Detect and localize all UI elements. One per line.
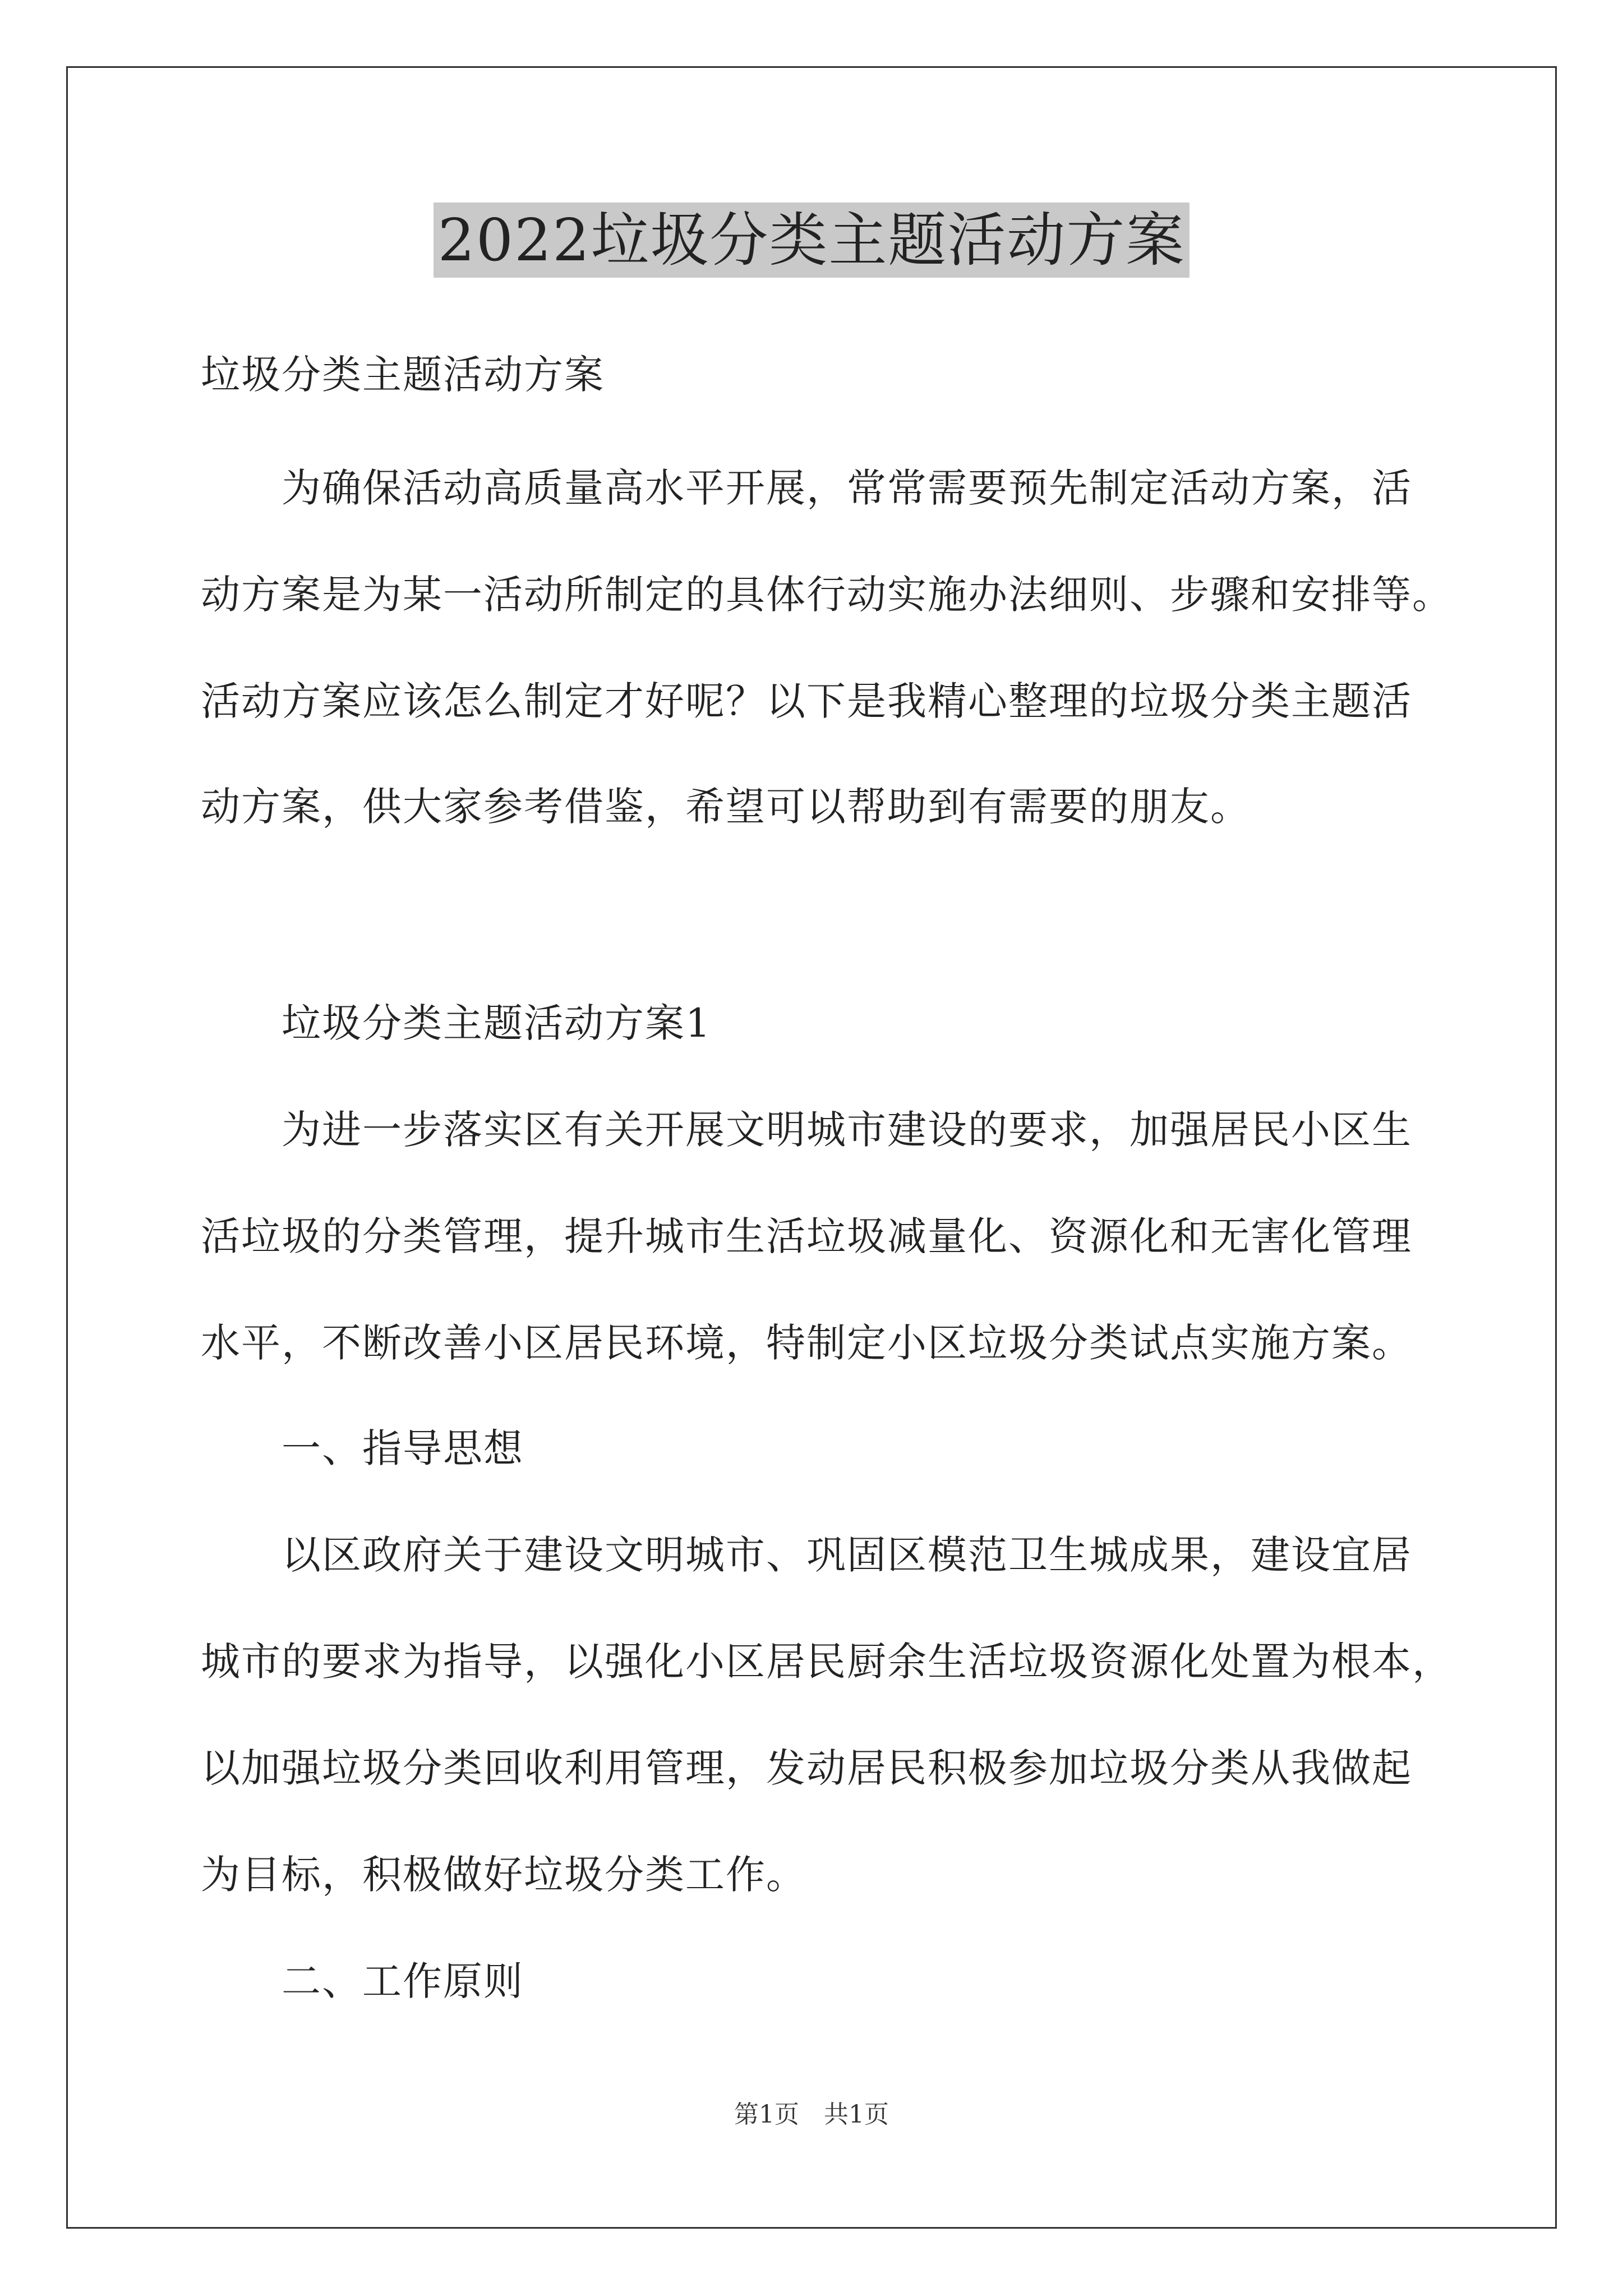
paragraph-line: 水平，不断改善小区居民环境，特制定小区垃圾分类试点实施方案。 — [201, 1320, 1412, 1366]
paragraph-line: 为进一步落实区有关开展文明城市建设的要求，加强居民小区生 — [282, 1107, 1412, 1153]
intro-heading: 垃圾分类主题活动方案 — [201, 352, 605, 398]
paragraph-line: 以区政府关于建设文明城市、巩固区模范卫生城成果，建设宜居 — [282, 1532, 1412, 1578]
paragraph-line: 为确保活动高质量高水平开展，常常需要预先制定活动方案，活 — [282, 465, 1412, 511]
paragraph-line: 动方案是为某一活动所制定的具体行动实施办法细则、步骤和安排等。 — [201, 572, 1453, 618]
document-title — [0, 201, 1623, 279]
subsection-heading: 二、工作原则 — [282, 1958, 524, 2004]
paragraph-line: 活垃圾的分类管理，提升城市生活垃圾减量化、资源化和无害化管理 — [201, 1213, 1412, 1259]
page-footer: 第1页 共1页 — [734, 2100, 889, 2129]
paragraph-line: 动方案，供大家参考借鉴，希望可以帮助到有需要的朋友。 — [201, 784, 1251, 830]
paragraph-line: 活动方案应该怎么制定才好呢？以下是我精心整理的垃圾分类主题活 — [201, 678, 1412, 724]
paragraph-line: 为目标，积极做好垃圾分类工作。 — [201, 1852, 806, 1898]
subsection-heading: 一、指导思想 — [282, 1425, 524, 1471]
paragraph-line: 城市的要求为指导，以强化小区居民厨余生活垃圾资源化处置为根本， — [201, 1639, 1453, 1685]
paragraph-line: 以加强垃圾分类回收利用管理，发动居民积极参加垃圾分类从我做起 — [201, 1745, 1412, 1791]
document-title-text: 2022垃圾分类主题活动方案 — [434, 203, 1190, 278]
section-heading: 垃圾分类主题活动方案1 — [282, 1000, 712, 1046]
